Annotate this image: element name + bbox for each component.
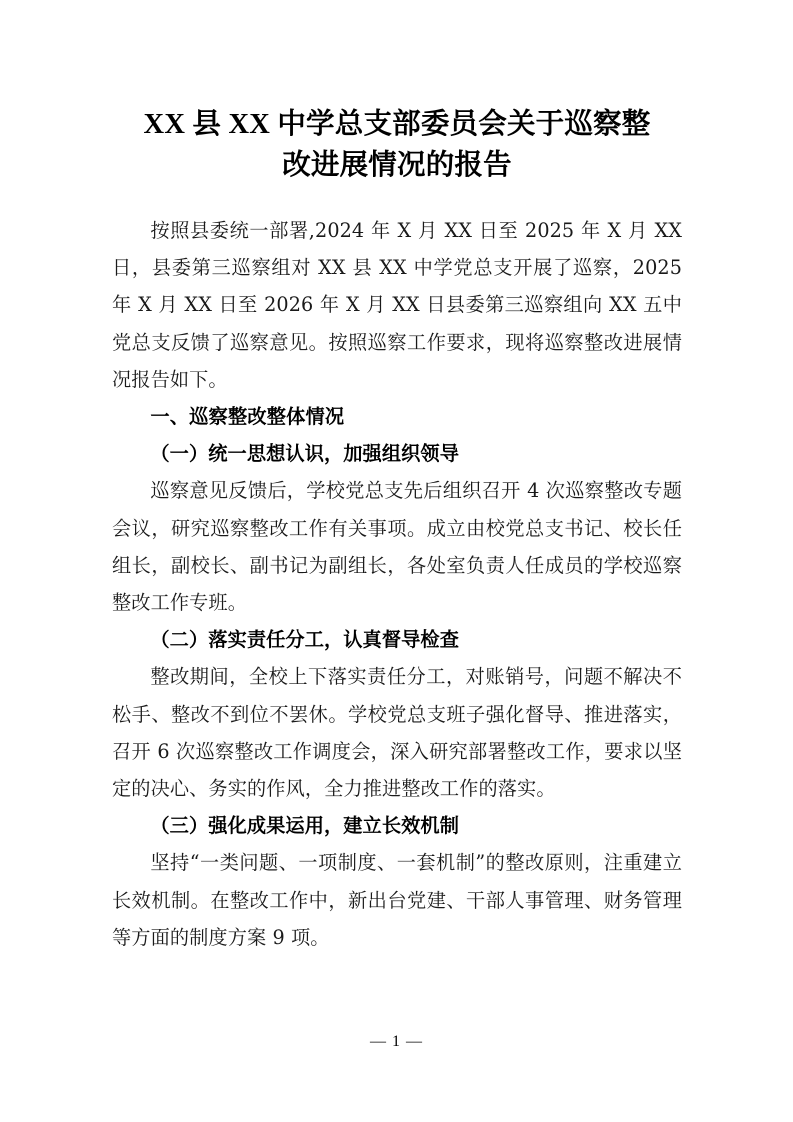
page-number: — 1 — [370, 1033, 423, 1050]
subsection-paragraph-1-1: 巡察意见反馈后，学校党总支先后组织召开 4 次巡察整改专题会议，研究巡察整改工作有关事项。成立由校党总支书记、校长任组长，副校长、副书记为副组长，各处室负责人任成员的学校巡察整改工作专班。 [112, 479, 682, 615]
page-title-line-2: 改进展情况的报告 [282, 150, 512, 181]
page-title [112, 0, 682, 186]
intro-paragraph: 按照县委统一部署,2024 年 X 月 XX 日至 2025 年 X 月 XX 日，县委第三巡察组对 XX 县 XX 中学党总支开展了巡察，2025 年 X 月 XX 日至 2026 年 X 月 XX 日县委第三巡察组向 XX 五中党总支反馈了巡察意见。按照巡察工作要求，现将巡察整改进展情况报告如下。 [112, 219, 682, 391]
subsection-heading-1-2: （二）落实责任分工，认真督导检查 [150, 628, 459, 652]
page-footer [0, 1032, 793, 1052]
title-spacer [112, 186, 682, 212]
document-content [112, 0, 682, 956]
subsection-heading-1-1: （一）统一思想认识，加强组织领导 [150, 442, 459, 466]
subsection-paragraph-1-2: 整改期间，全校上下落实责任分工，对账销号，问题不解决不松手、整改不到位不罢休。学校党总支班子强化督导、推进落实，召开 6 次巡察整改工作调度会，深入研究部署整改工作，要求以坚定的决心、务实的作风，全力推进整改工作的落实。 [112, 665, 682, 801]
section-heading-1: 一、巡察整改整体情况 [150, 405, 345, 429]
subsection-heading-1-3: （三）强化成果运用，建立长效机制 [150, 814, 459, 838]
subsection-paragraph-1-3: 坚持“一类问题、一项制度、一套机制”的整改原则，注重建立长效机制。在整改工作中，新出台党建、干部人事管理、财务管理等方面的制度方案 9 项。 [112, 851, 682, 949]
page-title-line-1: XX 县 XX 中学总支部委员会关于巡察整 [143, 109, 651, 140]
